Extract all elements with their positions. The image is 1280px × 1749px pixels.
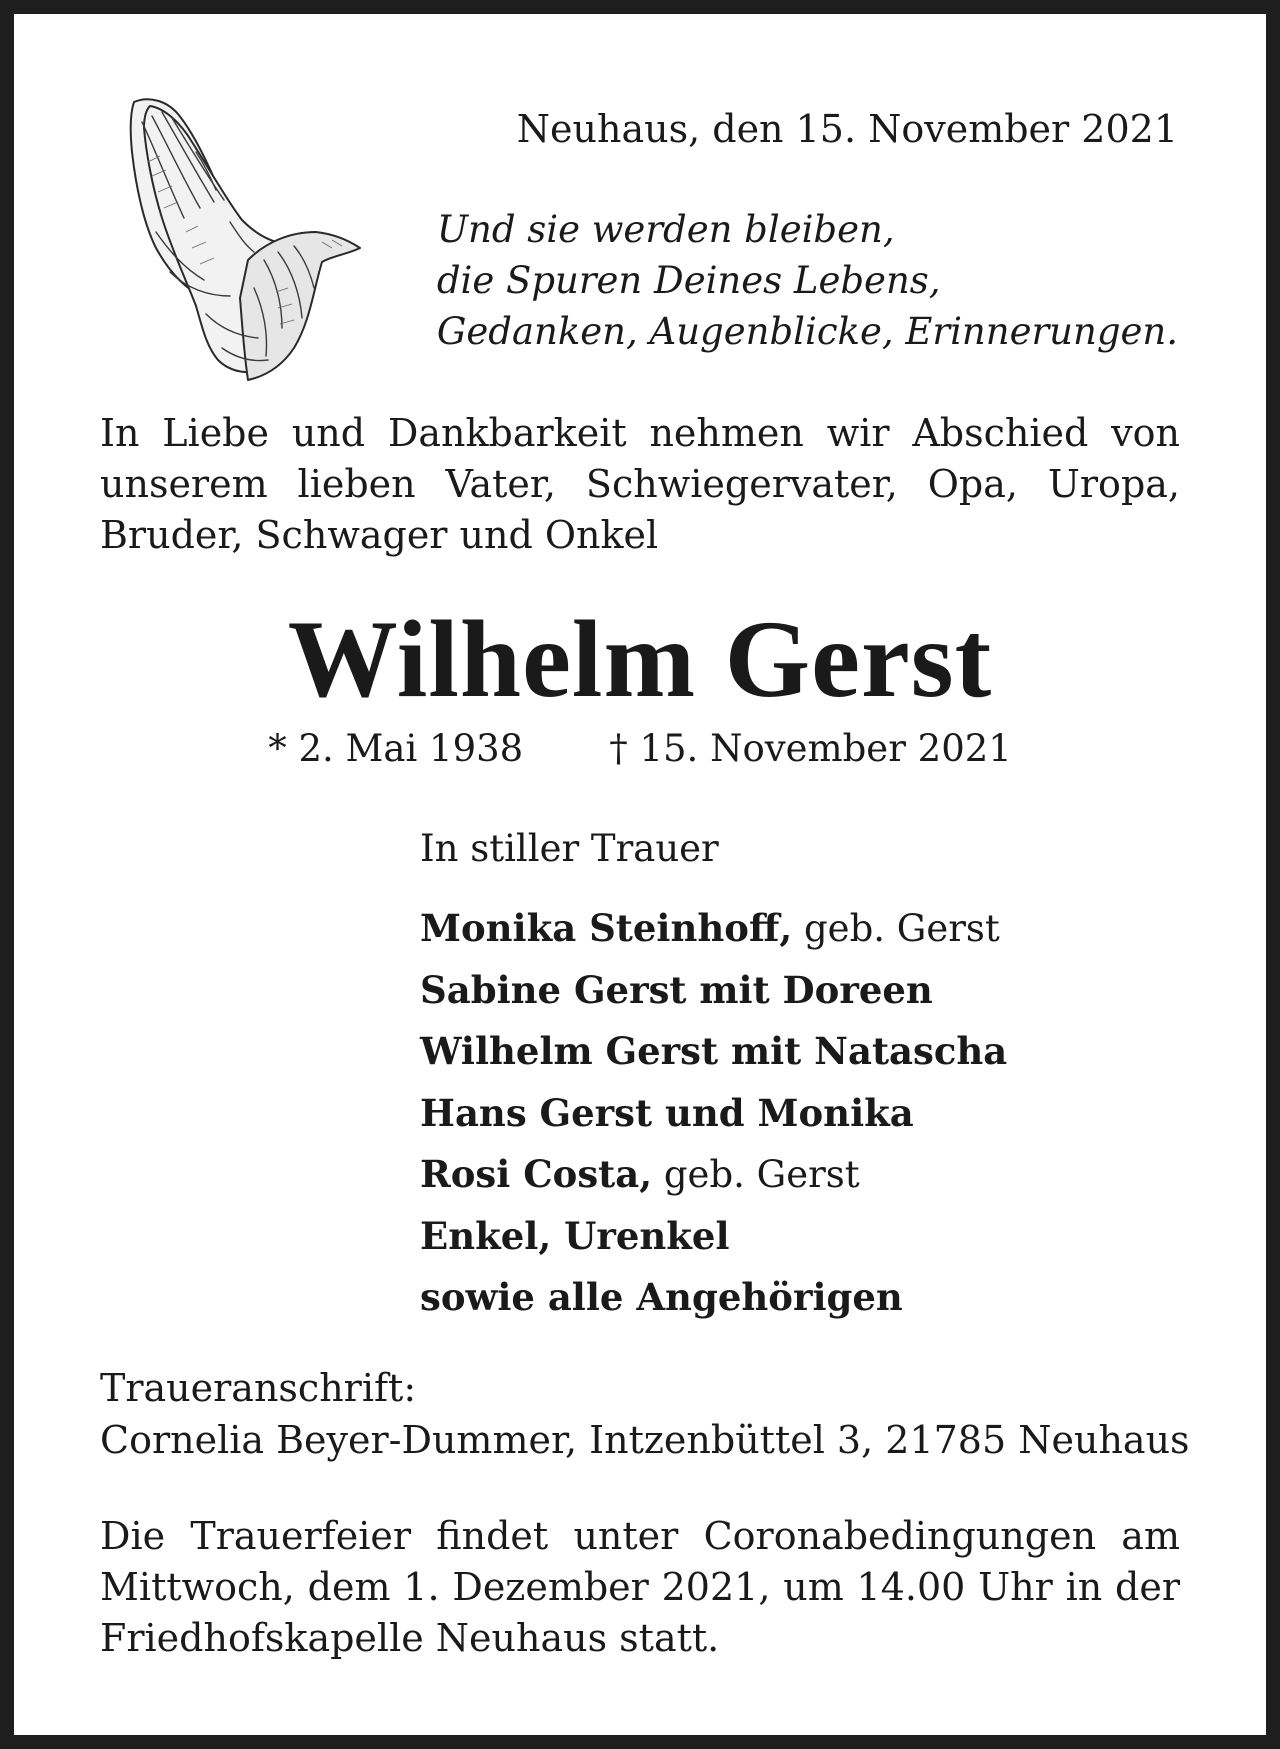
- mourning-lead: In stiller Trauer: [420, 827, 719, 870]
- mourner-row: [420, 1083, 1007, 1145]
- funeral-info: Die Trauerfeier findet unter Coronabedingungen am Mittwoch, dem 1. Dezember 2021, um 14.00 Uhr in der Friedhofskapelle Neuhaus statt.: [100, 1514, 1180, 1660]
- intro-text: In Liebe und Dankbarkeit nehmen wir Abschied von unserem lieben Vater, Schwiegervater, Opa, Uropa, Bruder, Schwager und Onkel: [100, 411, 1180, 557]
- mourner-name: Sabine Gerst mit Doreen: [420, 967, 933, 1012]
- mourner-name: Wilhelm Gerst mit Natascha: [420, 1029, 1008, 1073]
- address-label: Traueranschrift:: [100, 1366, 417, 1410]
- poem-line: Gedanken, Augenblicke, Erinnerungen.: [436, 310, 1178, 353]
- mourner-row: [420, 960, 1007, 1022]
- death-date: † 15. November 2021: [609, 727, 1012, 770]
- mourner-suffix: geb. Gerst: [652, 1153, 860, 1196]
- mourner-name: Rosi Costa,: [420, 1152, 653, 1196]
- mourning-address: [100, 1362, 1190, 1466]
- praying-hands-icon: [126, 92, 366, 382]
- mourner-row: [420, 1206, 1007, 1268]
- life-dates: [14, 726, 1266, 772]
- dateline: Neuhaus, den 15. November 2021: [516, 107, 1178, 151]
- mourner-name: Monika Steinhoff,: [420, 906, 793, 950]
- mourners-list: [420, 824, 1007, 1329]
- mourner-name: Hans Gerst und Monika: [420, 1090, 914, 1135]
- mourner-suffix: geb. Gerst: [792, 907, 1000, 950]
- poem: [437, 204, 1178, 357]
- mourner-row: [420, 898, 1007, 960]
- mourner-row: [420, 1144, 1007, 1206]
- mourner-name: sowie alle Angehörigen: [420, 1275, 903, 1319]
- birth-date: * 2. Mai 1938: [268, 727, 524, 770]
- poem-line: Und sie werden bleiben,: [436, 208, 895, 251]
- mourner-row: [420, 1267, 1007, 1329]
- deceased-name: Wilhelm Gerst: [287, 598, 993, 720]
- address-text: Cornelia Beyer-Dummer, Intzenbüttel 3, 21785 Neuhaus: [100, 1418, 1190, 1462]
- mourner-name: Enkel, Urenkel: [420, 1213, 730, 1258]
- poem-line: die Spuren Deines Lebens,: [436, 259, 941, 302]
- mourner-row: [420, 1021, 1007, 1083]
